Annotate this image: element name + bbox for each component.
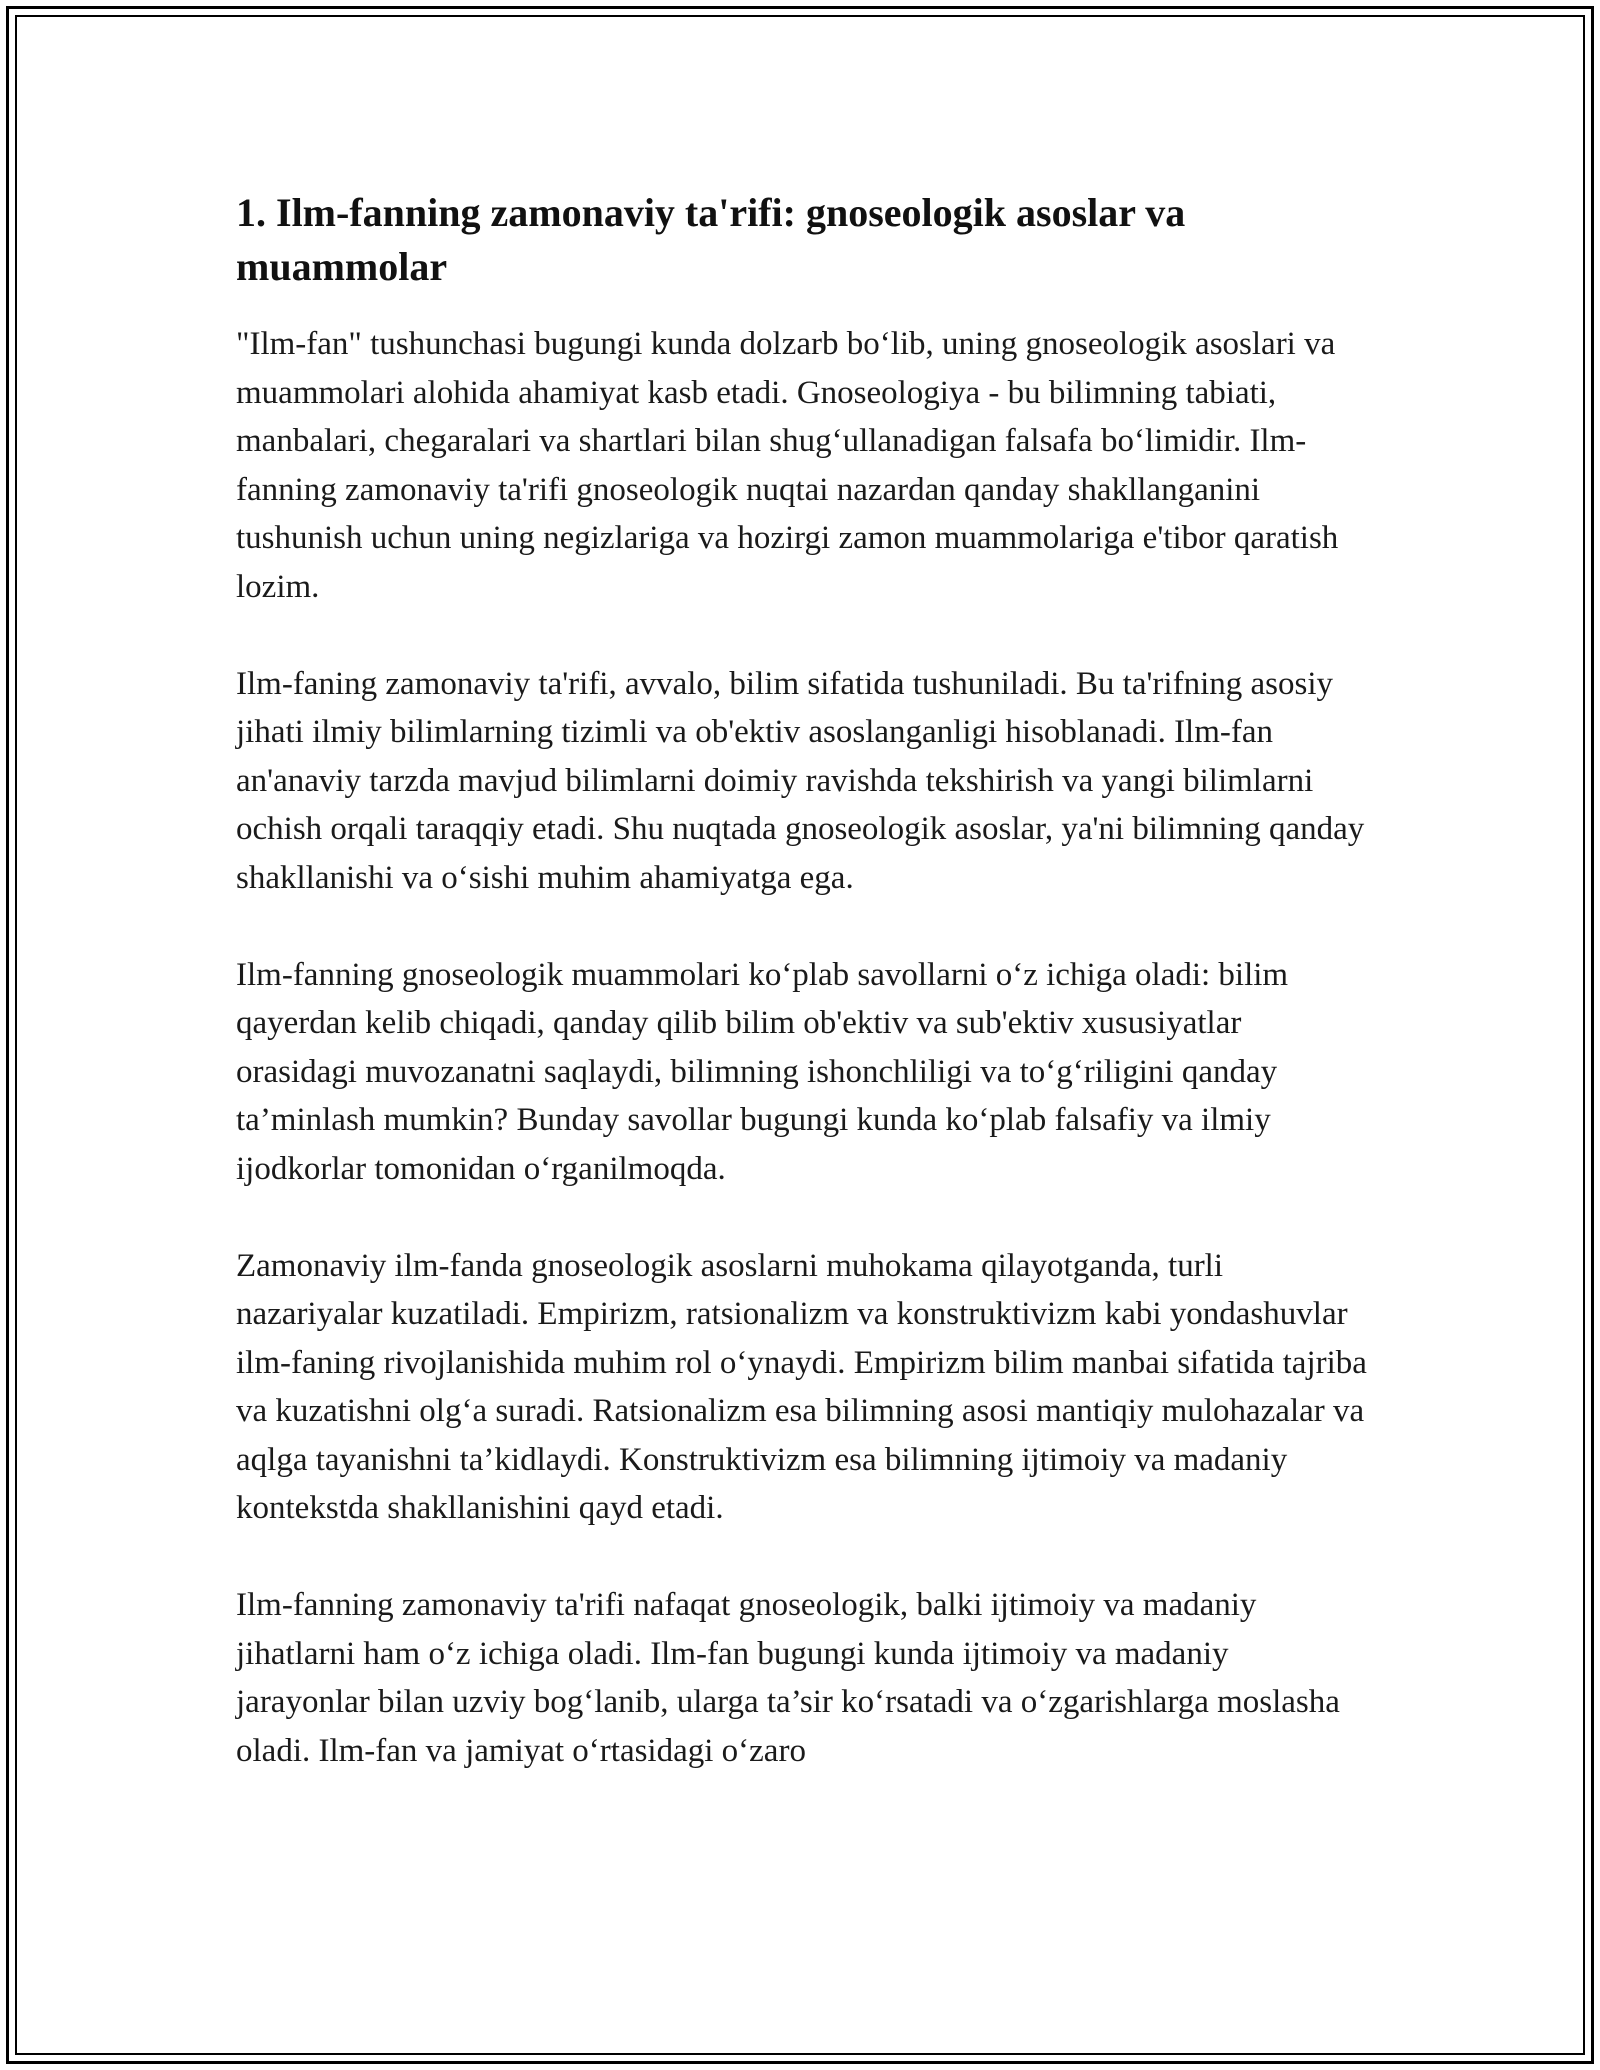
paragraph-4: Zamonaviy ilm-fanda gnoseologik asoslarni muhokama qilayotganda, turli nazariyalar kuzatiladi. Empirizm, ratsionalizm va konstruktivizm kabi yondashuvlar ilm-faning rivojlanishida muhim rol o‘ynaydi. Empirizm bilim manbai sifatida tajriba va kuzatishni olg‘a suradi. Ratsionalizm esa bilimning asosi mantiqiy mulohazalar va aqlga tayanishni ta’kidlaydi. Konstruktivizm esa bilimning ijtimoiy va madaniy kontekstda shakllanishini qayd etadi. [236, 1247, 1367, 1526]
paragraph-5: Ilm-fanning zamonaviy ta'rifi nafaqat gnoseologik, balki ijtimoiy va madaniy jihatlarni ham o‘z ichiga oladi. Ilm-fan bugungi kunda ijtimoiy va madaniy jarayonlar bilan uzviy bog‘lanib, ularga ta’sir ko‘rsatadi va o‘zgarishlarga moslasha oladi. Ilm-fan va jamiyat o‘rtasidagi o‘zaro [236, 1587, 1340, 1769]
section-heading: 1. Ilm-fanning zamonaviy ta'rifi: gnoseologik asoslar va muammolar [236, 190, 1186, 289]
paragraph-1: "Ilm-fan" tushunchasi bugungi kunda dolzarb bo‘lib, uning gnoseologik asoslari va muammolari alohida ahamiyat kasb etadi. Gnoseologiya - bu bilimning tabiati, manbalari, chegaralari va shartlari bilan shug‘ullanadigan falsafa bo‘limidir. Ilm-fanning zamonaviy ta'rifi gnoseologik nuqtai nazardan qanday shakllanganini tushunish uchun uning negizlariga va hozirgi zamon muammolariga e'tibor qaratish lozim. [236, 326, 1339, 605]
paragraph-3: Ilm-fanning gnoseologik muammolari ko‘plab savollarni o‘z ichiga oladi: bilim qayerdan kelib chiqadi, qanday qilib bilim ob'ektiv va sub'ektiv xususiyatlar orasidagi muvozanatni saqlaydi, bilimning ishonchliligi va to‘g‘riligini qanday ta’minlash mumkin? Bunday savollar bugungi kunda ko‘plab falsafiy va ilmiy ijodkorlar tomonidan o‘rganilmoqda. [236, 956, 1289, 1187]
paragraph-2: Ilm-faning zamonaviy ta'rifi, avvalo, bilim sifatida tushuniladi. Bu ta'rifning asosiy jihati ilmiy bilimlarning tizimli va ob'ektiv asoslanganligi hisoblanadi. Ilm-fan an'anaviy tarzda mavjud bilimlarni doimiy ravishda tekshirish va yangi bilimlarni ochish orqali taraqqiy etadi. Shu nuqtada gnoseologik asoslar, ya'ni bilimning qanday shakllanishi va o‘sishi muhim ahamiyatga ega. [236, 665, 1365, 896]
document-body [236, 186, 1370, 1775]
